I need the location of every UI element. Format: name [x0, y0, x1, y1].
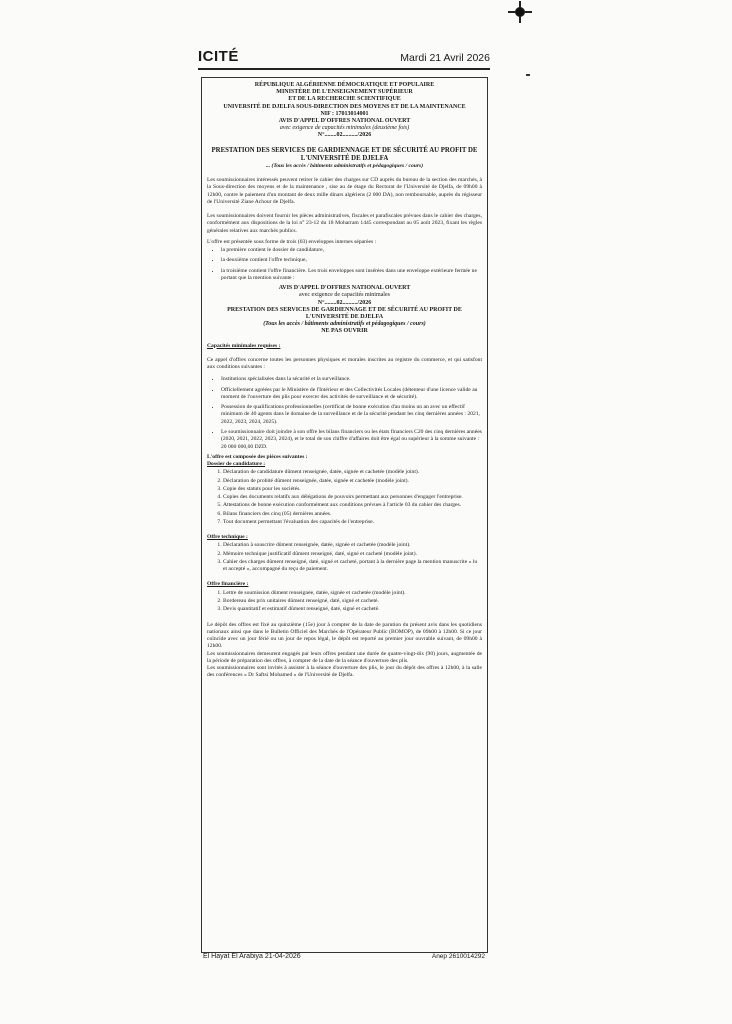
list-item: • Le soumissionnaire doit joindre à son offre les bilans financiers ou les états financiers C20 des cinq dernières années (2020, 2021, 2022, 2023, 2024), et le total de son chiffre d'affaires doit être égal ou supérieur à la somme suivante : 20 000 000,00 DZD.	[221, 429, 482, 451]
list-item: 4. Copies des documents relatifs aux délégations de pouvoirs permettant aux personnes d'engager l'entreprise.	[223, 494, 482, 501]
section-heading: Offre technique :	[207, 534, 248, 541]
page-footer	[203, 953, 485, 965]
paragraph-pieces: Les soumissionnaires doivent fournir les pièces administratives, fiscales et parafiscales prévues dans le cahier des charges, conformément aux dispositions de la loi n° 23-12 du 18 Moharram 1445 correspondant au 05 août 2023, fixant les règles générales relatives aux marchés publics.	[207, 213, 482, 234]
envelope-mention	[207, 285, 482, 335]
paragraph-capacites: Ce appel d'offres concerne toutes les personnes physiques et morales inscrites au registre du commerce, et qui satisfont aux conditions suivantes :	[207, 356, 482, 371]
list-item: 5. Attestations de bonne exécution conformément aux conditions prévues à l'article 03 du cahier des charges.	[223, 502, 482, 509]
mention-subtitle: avec exigence de capacités minimales	[299, 292, 390, 299]
list-item: 3. Copie des statuts pour les sociétés.	[223, 486, 482, 493]
newspaper-credit: El Hayat El Arabiya 21-04-2026	[203, 953, 301, 960]
list-item: 6. Bilans financiers des cinq (05) dernières années.	[223, 511, 482, 518]
avis-subtitle: avec exigence de capacités minimales (deuxième fois)	[279, 125, 410, 132]
list-item: • Officiellement agréées par le Ministère de l'Intérieur et des Collectivités Locales (détenteur d'une licence valide au moment de l'ouverture des plis pour exercer des activités de surveillance et de sécurité).	[221, 387, 482, 402]
list-item: • Possession de qualifications professionnelles (certificat de bonne exécution d'au moins un an avec un effectif minimum de 40 agents dans le domaine de la surveillance et de la sécurité pendant les cinq dernières années : 2021, 2022, 2023, 2024, 2025).	[221, 404, 482, 426]
header-rule	[198, 68, 490, 70]
avis-number: N°........02........../2026	[317, 132, 372, 139]
section-heading: Offre financière :	[207, 581, 249, 588]
list-item: 1. Déclaration à souscrire dûment renseignée, datée, signée et cachetée (modèle joint).	[223, 542, 482, 549]
paragraph-enveloppes: L'offre est présentée sous forme de trois (03) enveloppes internes séparées :	[207, 238, 377, 245]
mention-ne-pas-ouvrir: NE PAS OUVRIR	[321, 328, 368, 335]
notice-subtitle: ... (Tous les accès / bâtiments administratifs et pédagogiques / cours)	[265, 162, 424, 169]
list-item: • la deuxième contient l'offre technique,	[221, 257, 482, 264]
list-item: • la troisième contient l'offre financière. Les trois enveloppes sont insérées dans une enveloppe extérieure fermée ne portant que la mention suivante :	[221, 268, 482, 283]
paragraph-ouverture: Les soumissionnaires sont invités à assister à la séance d'ouverture des plis, le jour du dépôt des offres à 12h00, à la salle des conférences « Dr Saftsi Mohamed » de l'Université de Djelfa.	[207, 665, 482, 679]
list-item: 2. Mémoire technique justificatif dûment renseigné, daté, signé et cacheté (modèle joint).	[223, 551, 482, 558]
paragraph-retrait: Les soumissionnaires intéressés peuvent retirer le cahier des charges sur CD auprès du bureau de la section des marchés, à la Sous-direction des moyens et de la maintenance , sise au 4e étage du Rectorat de l'Université de Djelfa, de 09h00 à 12h00, contre le paiement d'un montant de deux mille dinars algériens (2 000 DA), non remboursable, auprès du régisseur de l'Université Ziane Achour de Djelfa.	[207, 177, 482, 205]
list-item: 7. Tout document permettant l'évaluation des capacités de l'entreprise.	[223, 519, 482, 526]
authority-line: UNIVERSITÉ DE DJELFA SOUS-DIRECTION DES MOYENS ET DE LA MAINTENANCE	[223, 103, 466, 110]
margin-mark	[526, 74, 530, 76]
paragraph-validite: Les soumissionnaires demeurent engagés par leurs offres pendant une durée de quatre-vingt-dix (90) jours, augmentée de la période de préparation des offres, à compter de la date de la séance d'ouverture des plis.	[207, 650, 482, 664]
notice-title: PRESTATION DES SERVICES DE GARDIENNAGE ET DE SÉCURITÉ AU PROFIT DE L'UNIVERSITÉ DE DJELFA	[211, 146, 478, 162]
authority-line: NIF : 17013014001	[320, 110, 369, 117]
mention-title: AVIS D'APPEL D'OFFRES NATIONAL OUVERT	[278, 285, 411, 292]
paragraph-depot: Le dépôt des offres est fixé au quinzième (15e) jour à compter de la date de parution du présent avis dans les quotidiens nationaux ainsi que dans le Bulletin Officiel des Marchés de l'Opérateur Public (BOMOP), de 09h00 à 12h00. Si ce jour coïncide avec un jour férié ou un jour de repos légal, le dépôt est reporté au premier jour ouvrable suivant, de 09h00 à 12h00.	[207, 621, 482, 650]
authority-line: RÉPUBLIQUE ALGÉRIENNE DÉMOCRATIQUE ET POPULAIRE	[254, 82, 435, 88]
list-item: • Institutions spécialisées dans la sécurité et la surveillance.	[221, 376, 482, 383]
list-item: • la première contient le dossier de candidature,	[221, 247, 482, 254]
registration-mark-icon	[512, 4, 528, 20]
section-heading: Dossier de candidature :	[207, 461, 266, 468]
mention-number: N°........02........../2026	[317, 299, 372, 306]
technical-list	[207, 542, 482, 573]
section-heading: Capacités minimales requises :	[207, 342, 281, 349]
dossier-list	[207, 469, 482, 526]
list-item: 1. Lettre de soumission dûment renseignée, datée, signée et cachetée (modèle joint).	[223, 590, 482, 597]
issue-date: Mardi 21 Avril 2026	[400, 52, 490, 64]
authority-header	[207, 82, 482, 140]
list-item: 1. Déclaration de candidature dûment renseignée, datée, signée et cachetée (modèle joint).	[223, 469, 482, 476]
list-item: 2. Déclaration de probité dûment renseignée, datée, signée et cachetée (modèle joint).	[223, 478, 482, 485]
authority-line: MINISTÈRE DE L'ENSEIGNEMENT SUPÉRIEUR	[276, 89, 413, 96]
composition-heading: L'offre est composée des pièces suivantes :	[207, 453, 308, 460]
page-header	[198, 50, 490, 70]
list-item: 3. Cahier des charges dûment renseigné, daté, signé et cacheté, portant à la dernière page la mention manuscrite « lu et accepté », accompagné du reçu de paiement.	[223, 559, 482, 574]
mention-acces: (Tous les accès / bâtiments administratifs et pédagogiques / cours)	[263, 321, 426, 328]
mention-prestation: PRESTATION DES SERVICES DE GARDIENNAGE ET DE SÉCURITÉ AU PROFIT DE L'UNIVERSITÉ DE DJELFA	[227, 306, 462, 321]
capacity-list	[207, 376, 482, 450]
list-item: 3. Devis quantitatif et estimatif dûment renseigné, daté, signé et cacheté.	[223, 606, 482, 613]
authority-line: ET DE LA RECHERCHE SCIENTIFIQUE	[288, 96, 401, 103]
section-label: ICITÉ	[198, 48, 239, 65]
list-item: 2. Bordereau des prix unitaires dûment renseigné, daté, signé et cacheté.	[223, 598, 482, 605]
tender-notice	[207, 82, 482, 680]
anep-reference: Anep 2610014292	[431, 953, 485, 960]
avis-title: AVIS D'APPEL D'OFFRES NATIONAL OUVERT	[278, 117, 411, 124]
envelope-list	[207, 247, 482, 282]
financial-list	[207, 590, 482, 614]
